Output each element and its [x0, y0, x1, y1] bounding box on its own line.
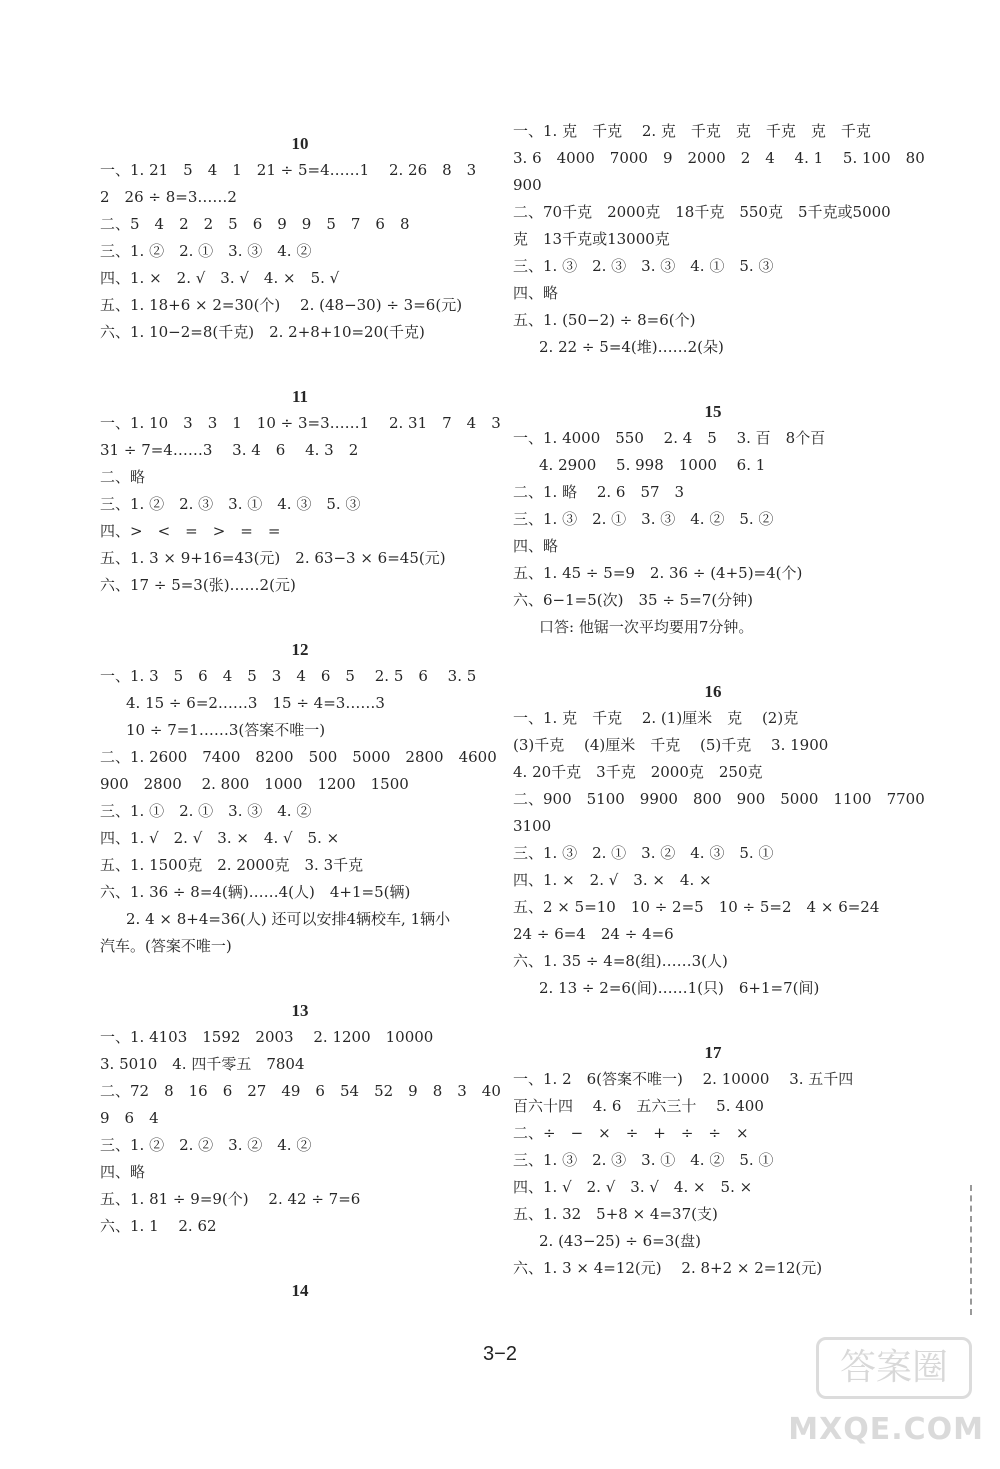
page-number: 3−2	[483, 1343, 517, 1365]
section-number: 11	[291, 387, 309, 406]
answer-line: 口答: 他锯一次平均要用7分钟。	[539, 618, 754, 636]
answer-line: 五、2 × 5=10 10 ÷ 2=5 10 ÷ 5=2 4 × 6=24	[513, 898, 880, 916]
answer-section	[100, 599, 500, 960]
answer-line: 五、1. 18+6 × 2=30(个) 2. (48−30) ÷ 3=6(元)	[100, 296, 463, 314]
answer-line: 三、1. ③ 2. ③ 3. ③ 4. ① 5. ③	[513, 257, 774, 275]
section-gap	[100, 960, 500, 985]
answer-section	[513, 118, 925, 361]
watermark-url: MXQE.COM	[788, 1412, 984, 1447]
section-gap	[513, 1002, 913, 1027]
answer-line: 2. (43−25) ÷ 6=3(盘)	[539, 1232, 701, 1250]
binding-margin-mark	[970, 1185, 974, 1315]
answer-line: 三、1. ③ 2. ① 3. ③ 4. ② 5. ②	[513, 510, 774, 528]
section-number: 10	[291, 134, 309, 153]
answer-line: 五、1. 3 × 9+16=43(元) 2. 63−3 × 6=45(元)	[100, 549, 446, 567]
answer-line: 2 26 ÷ 8=3……2	[100, 188, 237, 206]
answer-line: 六、1. 3 × 4=12(元) 2. 8+2 × 2=12(元)	[513, 1259, 823, 1277]
answer-line: 五、1. 32 5+8 × 4=37(支)	[513, 1205, 718, 1223]
section-number: 15	[704, 402, 722, 421]
section-gap	[100, 1240, 500, 1265]
answer-line: 二、5 4 2 2 5 6 9 9 5 7 6 8	[100, 215, 410, 233]
right-column	[513, 118, 925, 1282]
answer-line: 2. 4 × 8+4=36(人) 还可以安排4辆校车, 1辆小	[126, 910, 451, 928]
answer-line: 四、略	[100, 1163, 146, 1181]
answer-line: 4. 15 ÷ 6=2……3 15 ÷ 4=3……3	[126, 694, 385, 712]
answer-line: 一、1. 克 千克 2. (1)厘米 克 (2)克	[513, 709, 799, 727]
answer-line: 百六十四 4. 6 五六三十 5. 400	[513, 1097, 764, 1115]
answer-section	[100, 346, 500, 599]
answer-line: 三、1. ③ 2. ③ 3. ① 4. ② 5. ①	[513, 1151, 774, 1169]
answer-line: 2. 13 ÷ 2=6(间)……1(只) 6+1=7(间)	[539, 979, 820, 997]
answer-line: 三、1. ① 2. ① 3. ③ 4. ②	[100, 802, 312, 820]
answer-line: 一、1. 4000 550 2. 4 5 3. 百 8个百	[513, 429, 826, 447]
answer-line: 一、1. 4103 1592 2003 2. 1200 10000	[100, 1028, 434, 1046]
answer-section	[513, 641, 925, 1002]
answer-line: 四、略	[513, 284, 559, 302]
answer-line: 900 2800 2. 800 1000 1200 1500	[100, 775, 409, 793]
answer-line: 四、1. × 2. √ 3. √ 4. × 5. √	[100, 269, 340, 287]
answer-line: 一、1. 2 6(答案不唯一) 2. 10000 3. 五千四	[513, 1070, 854, 1088]
answer-line: 31 ÷ 7=4……3 3. 4 6 4. 3 2	[100, 441, 359, 459]
answer-line: 一、1. 10 3 3 1 10 ÷ 3=3……1 2. 31 7 4 3	[100, 414, 501, 432]
answer-line: 五、1. 81 ÷ 9=9(个) 2. 42 ÷ 7=6	[100, 1190, 361, 1208]
answer-line: 二、1. 2600 7400 8200 500 5000 2800 4600	[100, 748, 497, 766]
answer-line: 三、1. ② 2. ③ 3. ① 4. ③ 5. ③	[100, 495, 361, 513]
left-column	[100, 118, 500, 1304]
answer-section	[513, 1002, 913, 1282]
answer-line: 二、÷ − × ÷ + ÷ ÷ ×	[513, 1124, 749, 1142]
watermark-logo: 答案圈	[816, 1337, 972, 1399]
answer-section	[100, 1240, 500, 1304]
section-number: 13	[291, 1001, 309, 1020]
answer-line: 六、1. 36 ÷ 8=4(辆)……4(人) 4+1=5(辆)	[100, 883, 411, 901]
section-gap	[100, 599, 500, 624]
answer-line: 四、1. √ 2. √ 3. √ 4. × 5. ×	[513, 1178, 753, 1196]
answer-line: 24 ÷ 6=4 24 ÷ 4=6	[513, 925, 674, 943]
answer-line: 二、1. 略 2. 6 57 3	[513, 483, 685, 501]
answer-line: 4. 2900 5. 998 1000 6. 1	[539, 456, 766, 474]
answer-line: 一、1. 3 5 6 4 5 3 4 6 5 2. 5 6 3. 5	[100, 667, 477, 685]
answer-line: 一、1. 克 千克 2. 克 千克 克 千克 克 千克	[513, 122, 871, 140]
section-number: 14	[291, 1281, 309, 1300]
answer-line: 五、1. (50−2) ÷ 8=6(个)	[513, 311, 696, 329]
section-gap	[513, 641, 913, 666]
answer-line: 3. 5010 4. 四千零五 7804	[100, 1055, 305, 1073]
answer-line: 六、1. 10−2=8(千克) 2. 2+8+10=20(千克)	[100, 323, 425, 341]
answer-line: 9 6 4	[100, 1109, 159, 1127]
answer-line: 四、1. × 2. √ 3. × 4. ×	[513, 871, 712, 889]
answer-line: 一、1. 21 5 4 1 21 ÷ 5=4……1 2. 26 8 3	[100, 161, 477, 179]
answer-line: 3100	[513, 817, 552, 835]
answer-section	[100, 960, 500, 1240]
answer-line: 汽车。(答案不唯一)	[100, 937, 232, 955]
answer-line: 10 ÷ 7=1……3(答案不唯一)	[126, 721, 326, 739]
answer-line: 2. 22 ÷ 5=4(堆)……2(朵)	[539, 338, 724, 356]
section-number: 12	[291, 640, 309, 659]
answer-line: 3. 6 4000 7000 9 2000 2 4 4. 1 5. 100 80	[513, 149, 925, 167]
answer-line: 五、1. 1500克 2. 2000克 3. 3千克	[100, 856, 364, 874]
answer-line: 六、1. 35 ÷ 4=8(组)……3(人)	[513, 952, 728, 970]
answer-line: 三、1. ② 2. ① 3. ③ 4. ②	[100, 242, 312, 260]
answer-line: 三、1. ③ 2. ① 3. ② 4. ③ 5. ①	[513, 844, 774, 862]
answer-line: (3)千克 (4)厘米 千克 (5)千克 3. 1900	[513, 736, 829, 754]
answer-line: 四、> < = > = =	[100, 522, 281, 540]
answer-section	[100, 130, 500, 346]
answer-line: 900	[513, 176, 542, 194]
answer-line: 克 13千克或13000克	[513, 230, 670, 248]
answer-line: 四、略	[513, 537, 559, 555]
answer-line: 4. 20千克 3千克 2000克 250克	[513, 763, 763, 781]
answer-line: 六、6−1=5(次) 35 ÷ 5=7(分钟)	[513, 591, 754, 609]
answer-line: 二、900 5100 9900 800 900 5000 1100 7700	[513, 790, 925, 808]
answer-line: 六、17 ÷ 5=3(张)……2(元)	[100, 576, 296, 594]
answer-line: 五、1. 45 ÷ 5=9 2. 36 ÷ (4+5)=4(个)	[513, 564, 803, 582]
answer-line: 三、1. ② 2. ② 3. ② 4. ②	[100, 1136, 312, 1154]
answer-line: 二、72 8 16 6 27 49 6 54 52 9 8 3 40	[100, 1082, 501, 1100]
section-number: 17	[704, 1043, 722, 1062]
answer-line: 二、70千克 2000克 18千克 550克 5千克或5000	[513, 203, 891, 221]
answer-line: 四、1. √ 2. √ 3. × 4. √ 5. ×	[100, 829, 340, 847]
section-gap	[513, 361, 913, 386]
answer-line: 六、1. 1 2. 62	[100, 1217, 217, 1235]
answer-section	[513, 361, 913, 641]
section-gap	[100, 346, 500, 371]
section-number: 16	[704, 682, 722, 701]
answer-line: 二、略	[100, 468, 146, 486]
